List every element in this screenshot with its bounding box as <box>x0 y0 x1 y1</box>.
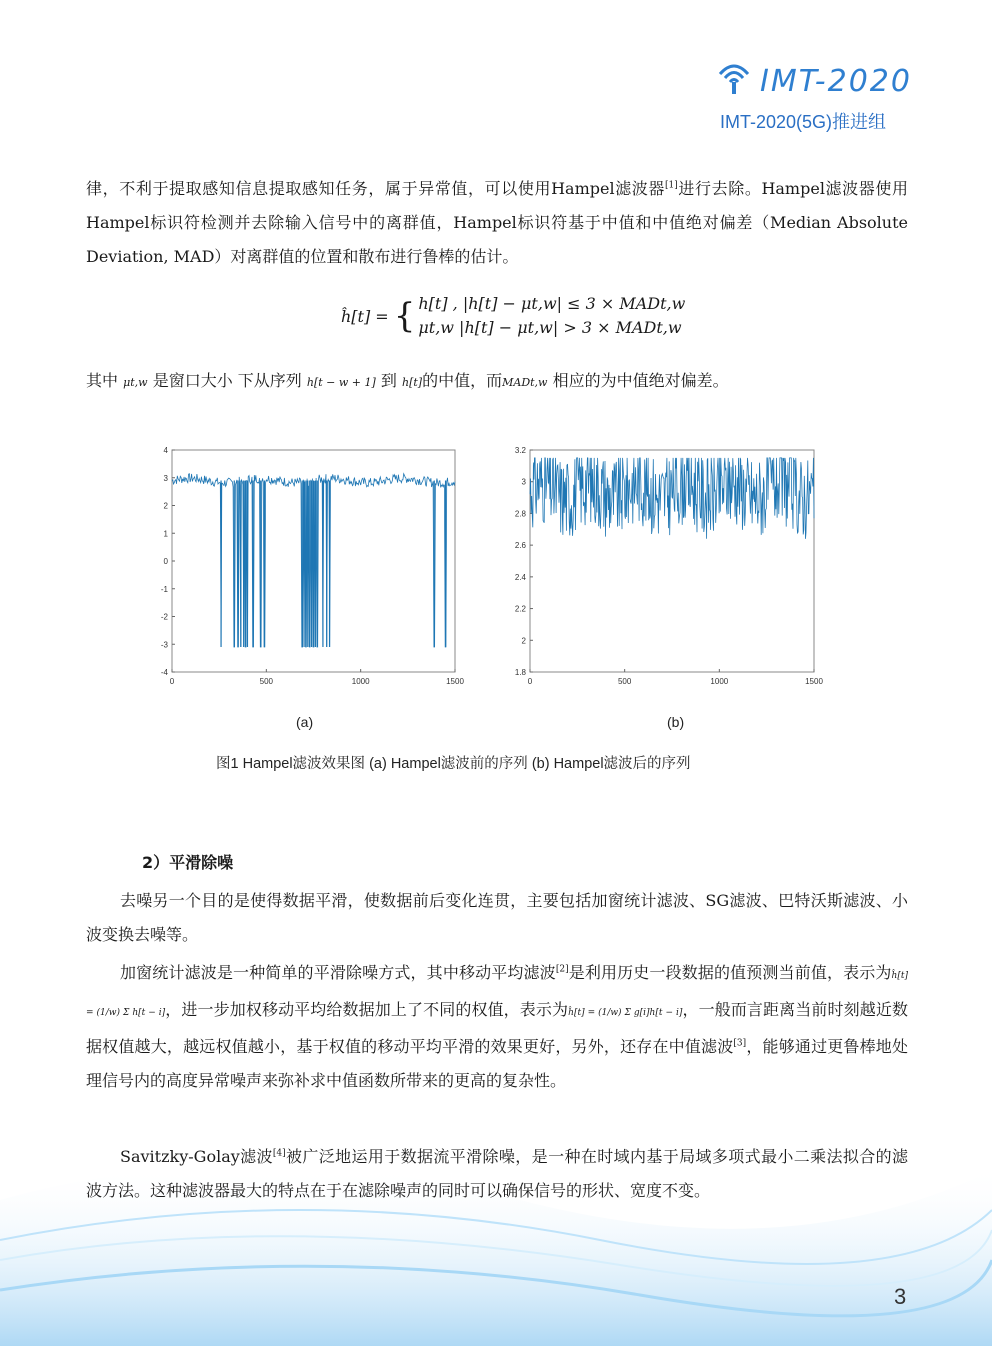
y-tick-label: 3 <box>521 477 526 487</box>
y-tick-label: -1 <box>160 584 168 594</box>
y-tick-label: 0 <box>163 557 168 566</box>
y-tick-label: 1.8 <box>514 668 526 677</box>
citation-ref: [3] <box>733 1038 747 1049</box>
paragraph-text: 其中 <box>86 371 119 390</box>
y-tick-label: -4 <box>160 668 168 677</box>
subfigure-label-b: (b) <box>667 714 685 730</box>
y-tick-label: 2.2 <box>514 604 526 614</box>
y-tick-label: 2.8 <box>514 509 526 519</box>
math-moving-average: ĥ[t] = (1/w) Σ h[t − i] <box>86 971 908 1018</box>
formula-row-2: μt,w |h[t] − μt,w| > 3 × MADt,w <box>418 318 682 337</box>
logo-subtitle: IMT-2020(5G)推进组 <box>720 112 887 132</box>
figure-caption: 图1 Hampel滤波效果图 (a) Hampel滤波前的序列 (b) Hampel滤波后的序列 <box>216 756 691 772</box>
paragraph-text: 加窗统计滤波是一种简单的平滑除噪方式，其中移动平均滤波 <box>120 963 556 982</box>
chart-b-after-filter <box>500 440 830 690</box>
citation-ref: [4] <box>272 1148 286 1159</box>
x-tick-label: 0 <box>169 677 175 686</box>
paragraph-formula-explain <box>86 364 908 400</box>
y-tick-label: 2 <box>521 636 526 646</box>
formula-lhs: ĥ[t] = <box>341 306 389 326</box>
paragraph-savitzky-golay <box>86 1140 908 1208</box>
x-tick-label: 1000 <box>710 677 729 686</box>
x-tick-label: 500 <box>259 677 274 686</box>
math-seq-start: h[t − w + 1] <box>306 376 376 389</box>
paragraph-text: 律，不利于提取感知信息提取感知任务，属于异常值，可以使用Hampel滤波器 <box>86 179 666 198</box>
math-weighted-average: ĥ[t] = (1/w) Σ g[i]h[t − i] <box>568 1008 683 1018</box>
y-tick-label: 2.6 <box>514 541 526 551</box>
paragraph-smoothing-intro: 去噪另一个目的是使得数据平滑，使数据前后变化连贯，主要包括加窗统计滤波、SG滤波、巴特沃斯滤波、小波变换去噪等。 <box>86 891 908 944</box>
x-tick-label: 500 <box>617 677 632 686</box>
chart-a-before-filter <box>150 440 470 690</box>
page-number: 3 <box>894 1284 907 1309</box>
y-tick-label: 2 <box>163 501 168 511</box>
x-tick-label: 1500 <box>805 677 823 686</box>
paragraph-text: 的中值，而 <box>422 371 503 390</box>
paragraph-window-filter <box>86 956 908 1098</box>
paragraph-text: Savitzky-Golay滤波 <box>120 1147 273 1166</box>
hampel-formula <box>340 292 686 340</box>
paragraph-text: 相应的为中值绝对偏差。 <box>552 371 729 390</box>
subfigure-label-a: (a) <box>296 714 314 730</box>
wifi-logo-icon <box>714 52 754 94</box>
formula-brace: { <box>393 296 416 336</box>
paragraph-text: 是利用历史一段数据的值预测当前值，表示为 <box>568 963 892 982</box>
math-seq-end: h[t] <box>402 376 423 389</box>
y-tick-label: 1 <box>163 529 168 539</box>
y-tick-label: -2 <box>160 612 168 622</box>
formula-row-1: h[t] , |h[t] − μt,w| ≤ 3 × MADt,w <box>418 294 686 313</box>
y-tick-label: 3 <box>163 473 168 483</box>
paragraph-text: 被广泛地运用于数据流平滑除噪，是一种在时域内基于局域多项式最小二乘法拟合的滤波方法。这种滤波器最大的特点在于在滤除噪声的同时可以确保信号的形状、宽度不变。 <box>86 1147 908 1200</box>
x-tick-label: 1000 <box>351 677 370 686</box>
y-tick-label: 2.4 <box>514 572 526 582</box>
math-mu: μt,w <box>123 376 148 389</box>
citation-ref: [1] <box>665 180 678 191</box>
y-tick-label: 3.2 <box>514 446 526 455</box>
logo-text: IMT-2020 <box>760 64 912 99</box>
x-tick-label: 1500 <box>446 677 464 686</box>
paragraph-text: ，能够通过更鲁棒地处理信号内的高度异常噪声来弥补求中值函数所带来的更高的复杂性。 <box>86 1037 908 1090</box>
paragraph-text: 到 <box>380 371 397 390</box>
section-heading: 2）平滑除噪 <box>142 853 234 872</box>
y-tick-label: -3 <box>160 640 168 650</box>
paragraph-hampel-intro <box>86 172 908 274</box>
x-tick-label: 0 <box>527 677 533 686</box>
math-mad: MADt,w <box>502 376 548 389</box>
paragraph-text: ，一般而言距离当前时刻越近数据权值越大，越远权值越小，基于权值的移动平均平滑的效果更好，另外，还存在中值滤波 <box>86 1000 908 1056</box>
paragraph-text: 进行去除。Hampel滤波器使用Hampel标识符检测并去除输入信号中的离群值，Hampel标识符基于中值和中值绝对偏差（Median Absolute Deviation, MAD）对离群值的位置和散布进行鲁棒的估计。 <box>86 179 908 266</box>
paragraph-text: 是窗口大小 下从序列 <box>152 371 302 390</box>
y-tick-label: 4 <box>163 446 168 455</box>
paragraph-text: ，进一步加权移动平均给数据加上了不同的权值，表示为 <box>165 1000 569 1019</box>
decorative-wave-background <box>0 1090 992 1346</box>
citation-ref: [2] <box>555 964 569 975</box>
